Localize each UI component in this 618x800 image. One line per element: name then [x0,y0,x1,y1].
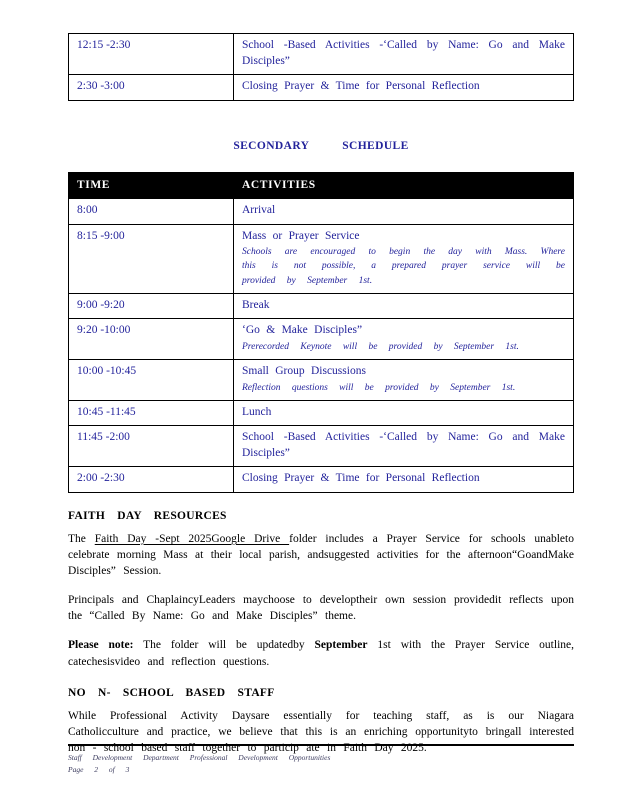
table-row [69,293,574,319]
resources-paragraph-2: Principals and ChaplaincyLeaders maychoose to developtheir own session providedit reflects upon the “Called By Name: Go and Make Disciples” theme. [68,594,574,623]
table-row [69,400,574,426]
paragraph-text: The [68,532,95,545]
activity-cell: Lunch [234,400,574,426]
time-cell: 2:30 -3:00 [69,75,234,101]
table-row [69,34,574,75]
time-cell: 11:45 -2:00 [69,426,234,467]
partial-schedule-table [68,33,574,101]
table-row [69,467,574,493]
activity-title: Mass or Prayer Service [242,229,360,242]
activity-cell [234,360,574,401]
table-row [69,426,574,467]
activity-note: Schools are encouraged to begin the day with Mass. Where this is not possible, a prepared prayer service will be provided by September 1st. [242,247,565,286]
table-row [69,319,574,360]
time-cell: 9:20 -10:00 [69,319,234,360]
activity-note: Prerecorded Keynote will be provided by September 1st. [242,341,519,352]
time-cell: 10:00 -10:45 [69,360,234,401]
resources-paragraph-1 [68,531,574,579]
table-row [69,199,574,225]
non-school-based-staff-heading: NO N- SCHOOL BASED STAFF [68,686,275,699]
september-emphasis: September [314,639,368,652]
page-footer [68,744,574,776]
table-row [69,75,574,101]
time-cell: 10:45 -11:45 [69,400,234,426]
activity-note: Reflection questions will be provided by September 1st. [242,382,516,393]
activity-cell: School -Based Activities -‘Called by Name: Go and Make Disciples” [234,426,574,467]
staff-paragraph: While Professional Activity Daysare essentially for teaching staff, as is our Niagara Catholicculture and practice, we believe that this is an enriching opportunityto bringall interested non - school based staff together to particip ate in Faith Day 2025. [68,709,574,754]
time-column-header: TIME [69,172,234,199]
activity-title: ‘Go & Make Disciples” [242,324,363,337]
table-header-row [69,172,574,199]
activity-title: Small Group Discussions [242,365,366,378]
faith-day-resources-heading: FAITH DAY RESOURCES [68,509,227,522]
paragraph-text: 1st with the Prayer Service outline, catechesisvideo and reflection questions. [68,639,574,668]
paragraph-text: folder includes a Prayer Service for schools unableto celebrate morning Mass at their local parish, andsuggested activities for the afternoon“GoandMake Disciples” Session. [68,532,574,578]
table-row [69,224,574,293]
google-drive-link[interactable]: Faith Day -Sept 2025Google Drive [94,532,290,545]
activity-cell: Closing Prayer & Time for Personal Reflection [234,467,574,493]
time-cell: 9:00 -9:20 [69,293,234,319]
activity-cell [234,319,574,360]
activities-column-header: ACTIVITIES [234,172,574,199]
document-content [68,0,574,769]
table-row [69,360,574,401]
resources-paragraph-3 [68,637,574,669]
please-note-label: Please note: [68,639,134,652]
secondary-schedule-heading: SECONDARY SCHEDULE [233,139,409,152]
paragraph-text: The folder will be updatedby [133,639,315,652]
time-cell: 2:00 -2:30 [69,467,234,493]
activity-cell: Break [234,293,574,319]
secondary-schedule-table [68,172,574,493]
time-cell: 12:15 -2:30 [69,34,234,75]
footer-page-number: Page 2 of 3 [68,765,130,774]
footer-department-line: Staff Development Department Professional Development Opportunities [68,753,331,762]
activity-cell [234,224,574,293]
time-cell: 8:00 [69,199,234,225]
time-cell: 8:15 -9:00 [69,224,234,293]
activity-cell: Closing Prayer & Time for Personal Reflection [234,75,574,101]
activity-cell: School -Based Activities -‘Called by Name: Go and Make Disciples” [234,34,574,75]
activity-cell: Arrival [234,199,574,225]
